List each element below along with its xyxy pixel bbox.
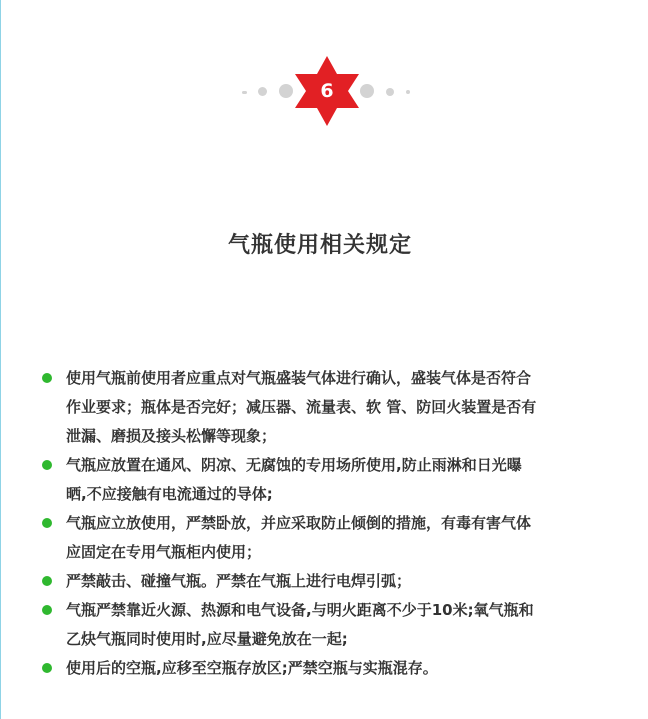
decor-dot bbox=[258, 87, 267, 96]
page-title: 气瓶使用相关规定 bbox=[227, 233, 412, 258]
rule-text: 使用后的空瓶,应移至空瓶存放区;严禁空瓶与实瓶混存。 bbox=[66, 659, 438, 677]
bullet-icon bbox=[42, 576, 52, 586]
decor-dot bbox=[386, 88, 394, 96]
list-item bbox=[40, 451, 540, 509]
rule-text: 气瓶应立放使用，严禁卧放，并应采取防止倾倒的措施，有毒有害气体应固定在专用气瓶柜内使用； bbox=[66, 514, 532, 561]
list-item bbox=[40, 364, 540, 451]
bullet-icon bbox=[42, 518, 52, 528]
rule-text: 严禁敲击、碰撞气瓶。严禁在气瓶上进行电焊引弧； bbox=[66, 572, 412, 590]
rules-list bbox=[40, 364, 540, 683]
bullet-icon bbox=[42, 373, 52, 383]
list-item bbox=[40, 596, 540, 654]
section-number-badge bbox=[0, 56, 648, 126]
rule-text: 气瓶应放置在通风、阴凉、无腐蚀的专用场所使用,防止雨淋和日光曝晒,不应接触有电流通过的导体; bbox=[66, 456, 522, 503]
section-number: 6 bbox=[320, 80, 334, 102]
bullet-icon bbox=[42, 663, 52, 673]
list-item bbox=[40, 654, 540, 683]
rule-text: 使用气瓶前使用者应重点对气瓶盛装气体进行确认，盛装气体是否符合作业要求；瓶体是否完好；减压器、流量表、软 管、防回火装置是否有泄漏、磨损及接头松懈等现象； bbox=[66, 369, 537, 445]
bullet-icon bbox=[42, 605, 52, 615]
decor-dot bbox=[360, 84, 374, 98]
list-item bbox=[40, 567, 540, 596]
list-item bbox=[40, 509, 540, 567]
rule-text: 气瓶严禁靠近火源、热源和电气设备,与明火距离不少于10米;氧气瓶和乙炔气瓶同时使用时,应尽量避免放在一起; bbox=[66, 601, 534, 648]
decor-dot bbox=[406, 90, 410, 94]
bullet-icon bbox=[42, 460, 52, 470]
decor-dot bbox=[242, 91, 247, 94]
